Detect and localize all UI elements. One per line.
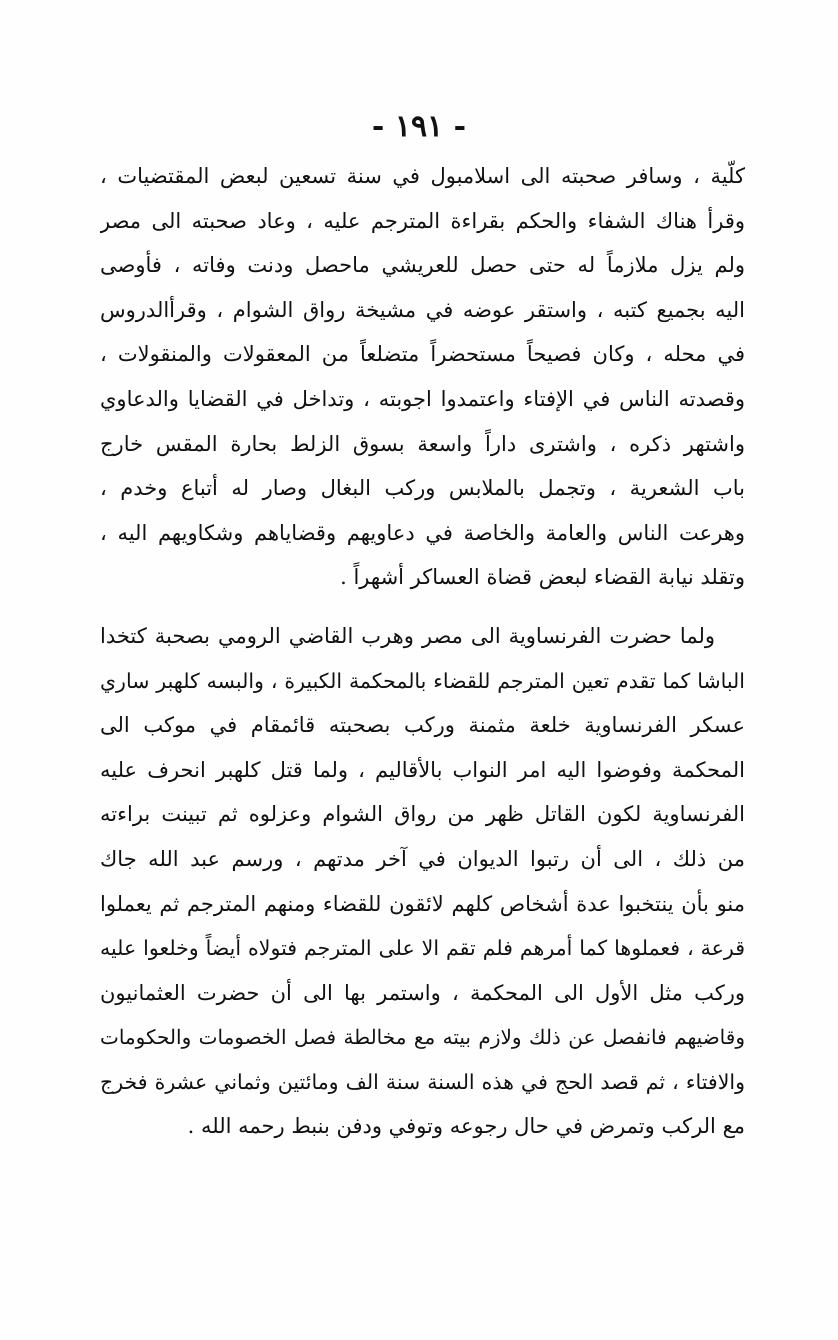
text-line: وقاضيهم فانفصل عن ذلك ولازم بيته مع مخالطة فصل الخصومات والحكومات <box>100 1025 745 1050</box>
text-line: كلّية ، وسافر صحبته الى اسلامبول في سنة تسعين لبعض المقتضيات ، <box>100 164 745 188</box>
page-number: - ١٩١ - <box>371 109 467 144</box>
paragraph-2 <box>100 614 745 1149</box>
text-line: ولما حضرت الفرنساوية الى مصر وهرب القاضي الرومي بصحبة كتخدا <box>100 623 715 648</box>
text-line: وتقلد نيابة القضاء لبعض قضاة العساكر أشهراً . <box>340 565 745 590</box>
body-text <box>100 154 745 1149</box>
text-line: وهرعت الناس والعامة والخاصة في دعاويهم وقضاياهم وشكاويهم اليه ، <box>100 520 745 545</box>
text-line: المحكمة وفوضوا اليه امر النواب بالأقاليم ، ولما قتل كلهبر انحرف عليه <box>100 757 745 782</box>
text-line: وركب مثل الأول الى المحكمة ، واستمر بها الى أن حضرت العثمانيون <box>100 980 745 1005</box>
text-line: والافتاء ، ثم قصد الحج في هذه السنة سنة الف ومائتين وثماني عشرة فخرج <box>100 1069 745 1094</box>
text-line: ولم يزل ملازماً له حتى حصل للعريشي ماحصل ودنت وفاته ، فأوصى <box>100 253 745 278</box>
text-line: وقرأ هناك الشفاء والحكم بقراءة المترجم عليه ، وعاد صحبته الى مصر <box>100 208 745 233</box>
paragraph-1 <box>100 154 745 600</box>
text-line: واشتهر ذكره ، واشترى داراً واسعة بسوق الزلط بحارة المقس خارج <box>100 431 745 456</box>
text-line: اليه بجميع كتبه ، واستقر عوضه في مشيخة رواق الشوام ، وقرأالدروس <box>100 297 745 322</box>
text-line: الباشا كما تقدم تعين المترجم للقضاء بالمحكمة الكبيرة ، والبسه كلهبر ساري <box>100 668 745 693</box>
text-line: الفرنساوية لكون القاتل ظهر من رواق الشوام وعزلوه ثم تبينت براءته <box>100 802 745 827</box>
text-line: عسكر الفرنساوية خلعة مثمنة وركب بصحبته قائمقام في موكب الى <box>100 713 745 738</box>
text-line: مع الركب وتمرض في حال رجوعه وتوفي ودفن بنبط رحمه الله . <box>187 1114 745 1139</box>
text-line: في محله ، وكان فصيحاً مستحضراً متضلعاً من المعقولات والمنقولات ، <box>100 342 745 367</box>
text-line: قرعة ، فعملوها كما أمرهم فلم تقم الا على المترجم فتولاه أيضاً وخلعوا عليه <box>100 936 745 961</box>
text-line: باب الشعرية ، وتجمل بالملابس وركب البغال وصار له أتباع وخدم ، <box>100 476 745 501</box>
text-line: من ذلك ، الى أن رتبوا الديوان في آخر مدتهم ، ورسم عبد الله جاك <box>100 846 745 871</box>
text-line: وقصدته الناس في الإفتاء واعتمدوا اجوبته ، وتداخل في القضايا والدعاوي <box>100 386 745 411</box>
text-line: منو بأن ينتخبوا عدة أشخاص كلهم لائقون للقضاء ومنهم المترجم ثم يعملوا <box>100 891 745 916</box>
